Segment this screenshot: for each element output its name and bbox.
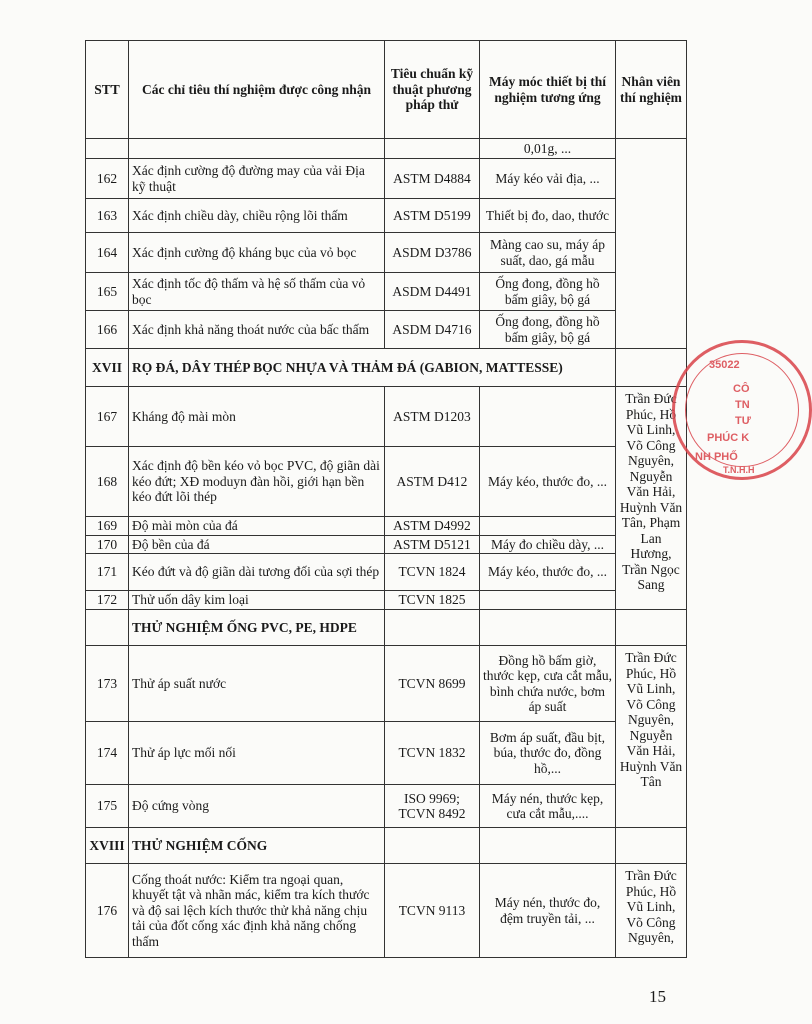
table-row: 176 Cống thoát nước: Kiểm tra ngoại quan, khuyết tật và nhãn mác, kiểm tra kích thước và độ sai lệch kích thước thử khả năng chịu tải của đốt cống xác định khả năng chống thấm TCVN 9113 Máy nén, thước đo, đệm truyền tải, ... Trần Đức Phúc, Hồ Vũ Linh, Võ Công Nguyên, — [86, 864, 687, 958]
page-number: 15 — [649, 987, 666, 1006]
table-row: 164 Xác định cường độ kháng bục của vỏ bọc ASDM D3786 Màng cao su, máy áp suất, dao, gá mẫu — [86, 233, 687, 273]
staff-list: Trần Đức Phúc, Hồ Vũ Linh, Võ Công Nguyên, Nguyễn Văn Hải, Huỳnh Văn Tân, Phạm Lan Hương, Trần Ngọc Sang — [616, 387, 687, 610]
staff-list: Trần Đức Phúc, Hồ Vũ Linh, Võ Công Nguyên, — [616, 864, 687, 958]
table-row: 168 Xác định độ bền kéo vỏ bọc PVC, độ giãn dài kéo đứt; XĐ moduyn đàn hồi, giới hạn bền kéo đứt lõi thép ASTM D412 Máy kéo, thước đo, ... — [86, 447, 687, 517]
table-row: 163 Xác định chiều dày, chiều rộng lõi thấm ASTM D5199 Thiết bị đo, dao, thước — [86, 199, 687, 233]
table-row: 170 Độ bền của đá ASTM D5121 Máy đo chiều dày, ... — [86, 535, 687, 554]
table-row: 171 Kéo đứt và độ giãn dài tương đối của sợi thép TCVN 1824 Máy kéo, thước đo, ... — [86, 554, 687, 591]
table-row: 174 Thử áp lực mối nối TCVN 1832 Bơm áp suất, đầu bịt, búa, thước đo, đồng hồ,... — [86, 722, 687, 785]
section-title: THỬ NGHIỆM ỐNG PVC, PE, HDPE — [129, 610, 385, 646]
table-row: 169 Độ mài mòn của đá ASTM D4992 — [86, 517, 687, 536]
header-row — [86, 41, 687, 139]
section-row-xviii — [86, 828, 687, 864]
header-staff: Nhân viên thí nghiệm — [616, 41, 687, 139]
staff-list: Trần Đức Phúc, Hồ Vũ Linh, Võ Công Nguyên, Nguyễn Văn Hải, Huỳnh Văn Tân — [616, 646, 687, 828]
table-row: 167 Kháng độ mài mòn ASTM D1203 Trần Đức Phúc, Hồ Vũ Linh, Võ Công Nguyên, Nguyễn Văn Hải, Huỳnh Văn Tân, Phạm Lan Hương, Trần Ngọc Sang — [86, 387, 687, 447]
table-row: 166 Xác định khả năng thoát nước của bấc thấm ASDM D4716 Ống đong, đồng hồ bấm giây, bộ gá — [86, 311, 687, 349]
header-standard: Tiêu chuẩn kỹ thuật phương pháp thử — [385, 41, 480, 139]
section-row-pvc — [86, 610, 687, 646]
section-row-xvii — [86, 349, 687, 387]
section-number: XVII — [86, 349, 129, 387]
header-stt: STT — [86, 41, 129, 139]
section-title: THỬ NGHIỆM CỐNG — [129, 828, 385, 864]
table-row: 172 Thử uốn dây kim loại TCVN 1825 — [86, 591, 687, 610]
header-test: Các chỉ tiêu thí nghiệm được công nhận — [129, 41, 385, 139]
accreditation-table — [85, 40, 687, 958]
section-title: RỌ ĐÁ, DÂY THÉP BỌC NHỰA VÀ THẢM ĐÁ (GABION, MATTESSE) — [129, 349, 616, 387]
section-number: XVIII — [86, 828, 129, 864]
header-equipment: Máy móc thiết bị thí nghiệm tương ứng — [480, 41, 616, 139]
table-row: 175 Độ cứng vòng ISO 9969; TCVN 8492 Máy nén, thước kẹp, cưa cắt mẫu,.... — [86, 785, 687, 828]
table-row: 165 Xác định tốc độ thấm và hệ số thấm của vỏ bọc ASDM D4491 Ống đong, đồng hồ bấm giây, bộ gá — [86, 273, 687, 311]
carry-row — [86, 139, 687, 159]
table-row: 162 Xác định cường độ đường may của vải Địa kỹ thuật ASTM D4884 Máy kéo vải địa, ... — [86, 159, 687, 199]
table-row: 173 Thử áp suất nước TCVN 8699 Đồng hồ bấm giờ, thước kẹp, cưa cắt mẫu, bình chứa nước, bơm áp suất Trần Đức Phúc, Hồ Vũ Linh, Võ Công Nguyên, Nguyễn Văn Hải, Huỳnh Văn Tân — [86, 646, 687, 722]
company-stamp: 35022 CÔ TN TƯ PHÚC K NH PHỐ T.N.H.H — [672, 340, 812, 480]
carry-equipment: 0,01g, ... — [480, 139, 616, 159]
